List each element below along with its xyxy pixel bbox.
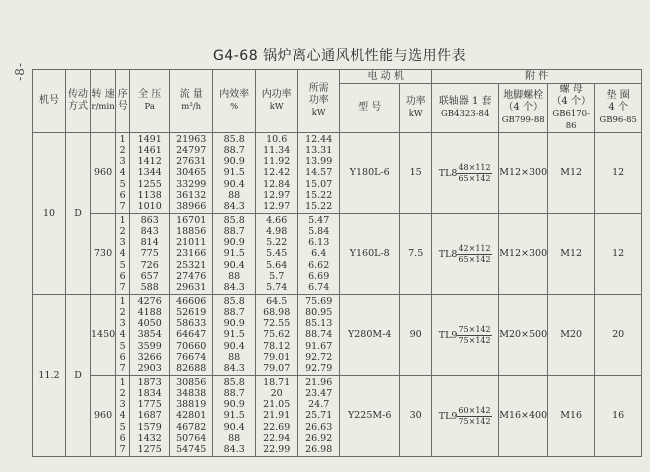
seq-value: 6 <box>119 351 126 363</box>
inner-power-value: 4.98 <box>266 226 288 238</box>
table-row <box>33 376 642 457</box>
req-power-value: 26.98 <box>305 443 333 455</box>
flow-value: 38966 <box>176 200 207 212</box>
seq-value: 3 <box>119 399 126 411</box>
motor-model-cell: Y280M-4 <box>340 295 400 376</box>
header-washer <box>595 84 642 133</box>
req-power-value: 75.69 <box>305 295 333 307</box>
coupling-fraction <box>457 244 491 265</box>
washer-cell: 20 <box>595 295 642 376</box>
flow-value: 42801 <box>176 410 207 422</box>
header-req-power-label: 所需功率 <box>308 83 329 106</box>
req-power-value: 6.74 <box>308 281 330 293</box>
header-eff-label: 内效率 <box>219 89 250 100</box>
eff-value: 88.7 <box>223 226 245 238</box>
header-eff-unit: % <box>230 102 239 112</box>
header-inner-power <box>256 70 298 133</box>
header-nut-qty: （4 个） <box>551 96 591 107</box>
flow-column-cell <box>170 295 213 376</box>
pressure-value: 1687 <box>137 410 162 422</box>
eff-value: 90.4 <box>223 259 245 271</box>
motor-power-cell: 7.5 <box>400 214 432 295</box>
seq-value: 5 <box>119 421 126 433</box>
header-seq: 序号 <box>116 70 130 133</box>
pressure-value: 3854 <box>137 329 162 341</box>
eff-column-cell <box>213 214 256 295</box>
flow-value: 70660 <box>176 340 207 352</box>
header-anchor-bolt-label: 地脚螺栓 <box>503 90 544 101</box>
flow-value: 58633 <box>176 318 207 330</box>
req-power-value: 92.79 <box>305 362 333 374</box>
flow-value: 46782 <box>176 421 207 433</box>
pressure-value: 3599 <box>137 340 162 352</box>
header-motor-power-label: 功率 <box>405 96 426 107</box>
seq-value: 3 <box>119 237 126 249</box>
flow-value: 46606 <box>176 295 207 307</box>
inner-power-value: 12.84 <box>263 178 291 190</box>
seq-value: 4 <box>119 248 126 260</box>
inner-power-value: 22.94 <box>263 432 291 444</box>
req-power-column-cell <box>298 295 340 376</box>
drive-cell: D <box>66 295 91 457</box>
coupling-denominator: 65×142 <box>458 173 491 183</box>
motor-model-cell: Y225M-6 <box>340 376 400 457</box>
pressure-value: 814 <box>140 237 159 249</box>
seq-value: 1 <box>119 214 126 226</box>
inner-power-value: 10.6 <box>266 133 288 145</box>
seq-value: 7 <box>119 362 126 374</box>
eff-value: 85.8 <box>223 376 245 388</box>
pressure-value: 4050 <box>137 318 162 330</box>
flow-value: 36132 <box>176 189 207 201</box>
req-power-value: 6.62 <box>308 259 330 271</box>
header-inner-power-label: 内功率 <box>261 89 292 100</box>
coupling-prefix: TL8 <box>438 167 458 179</box>
req-power-value: 24.7 <box>308 399 330 411</box>
flow-value: 30465 <box>176 167 207 179</box>
header-required-power <box>298 70 340 133</box>
coupling-fraction <box>457 163 491 184</box>
pressure-value: 3266 <box>137 351 162 363</box>
motor-power-cell: 90 <box>400 295 432 376</box>
req-power-value: 21.96 <box>305 376 333 388</box>
eff-value: 88 <box>228 432 241 444</box>
washer-cell: 12 <box>595 214 642 295</box>
anchor-bolt-cell: M12×300 <box>499 214 548 295</box>
header-anchor-bolt-std: GB799-88 <box>501 115 545 125</box>
inner-power-value: 79.01 <box>263 351 291 363</box>
header-nut-label: 螺 母 <box>559 84 583 95</box>
speed-cell: 730 <box>91 214 116 295</box>
seq-value: 6 <box>119 270 126 282</box>
eff-value: 84.3 <box>223 200 245 212</box>
req-power-value: 5.84 <box>308 226 330 238</box>
flow-value: 52619 <box>176 307 207 319</box>
inner-power-column-cell <box>256 295 298 376</box>
flow-value: 21011 <box>176 237 207 249</box>
seq-value: 4 <box>119 329 126 341</box>
inner-power-value: 20 <box>270 388 283 400</box>
header-coupling <box>432 84 499 133</box>
inner-power-value: 64.5 <box>266 295 288 307</box>
drive-cell: D <box>66 133 91 295</box>
flow-value: 18856 <box>176 226 207 238</box>
page-number: -8- <box>13 62 27 81</box>
flow-value: 23166 <box>176 248 207 260</box>
pressure-value: 1432 <box>137 432 162 444</box>
flow-value: 76674 <box>176 351 207 363</box>
req-power-value: 91.67 <box>305 340 333 352</box>
req-power-value: 80.95 <box>305 307 333 319</box>
header-nut <box>548 84 595 133</box>
req-power-value: 25.71 <box>305 410 333 422</box>
seq-column-cell <box>116 295 130 376</box>
req-power-value: 6.4 <box>311 248 327 260</box>
pressure-value: 1412 <box>137 156 162 168</box>
pressure-value: 1344 <box>137 167 162 179</box>
seq-value: 2 <box>119 226 126 238</box>
inner-power-value: 78.12 <box>263 340 291 352</box>
eff-value: 88 <box>228 351 241 363</box>
coupling-prefix: TL9 <box>438 329 458 341</box>
flow-value: 25321 <box>176 259 207 271</box>
header-pressure <box>130 70 170 133</box>
pressure-value: 726 <box>140 259 159 271</box>
coupling-denominator: 65×142 <box>458 254 491 264</box>
header-flow-label: 流 量 <box>179 89 203 100</box>
coupling-numerator: 75×142 <box>458 324 491 334</box>
anchor-bolt-cell: M12×300 <box>499 133 548 214</box>
pressure-value: 1275 <box>137 443 162 455</box>
eff-column-cell <box>213 376 256 457</box>
eff-column-cell <box>213 133 256 214</box>
eff-value: 88 <box>228 189 241 201</box>
flow-value: 16701 <box>176 214 207 226</box>
inner-power-column-cell <box>256 133 298 214</box>
coupling-prefix: TL9 <box>438 410 458 422</box>
pressure-column-cell <box>130 214 170 295</box>
speed-cell: 1450 <box>91 295 116 376</box>
seq-value: 1 <box>119 133 126 145</box>
coupling-cell <box>432 376 499 457</box>
pressure-column-cell <box>130 376 170 457</box>
req-power-value: 6.13 <box>308 237 330 249</box>
pressure-value: 1010 <box>137 200 162 212</box>
coupling-cell <box>432 295 499 376</box>
inner-power-value: 21.91 <box>263 410 291 422</box>
nut-cell: M12 <box>548 133 595 214</box>
pressure-value: 588 <box>140 281 159 293</box>
inner-power-value: 5.45 <box>266 248 288 260</box>
flow-value: 64647 <box>176 329 207 341</box>
seq-value: 2 <box>119 145 126 157</box>
seq-value: 2 <box>119 388 126 400</box>
header-req-power-unit: kW <box>311 108 326 118</box>
inner-power-value: 5.74 <box>266 281 288 293</box>
flow-value: 24797 <box>176 145 207 157</box>
req-power-value: 23.47 <box>305 388 333 400</box>
seq-value: 6 <box>119 189 126 201</box>
eff-value: 85.8 <box>223 295 245 307</box>
speed-cell: 960 <box>91 133 116 214</box>
header-motor-power-unit: kW <box>408 109 423 119</box>
inner-power-value: 5.7 <box>269 270 285 282</box>
flow-value: 30856 <box>176 376 207 388</box>
flow-column-cell <box>170 133 213 214</box>
inner-power-value: 11.34 <box>263 145 291 157</box>
flow-value: 33299 <box>176 178 207 190</box>
req-power-column-cell <box>298 214 340 295</box>
eff-value: 84.3 <box>223 362 245 374</box>
req-power-value: 13.31 <box>305 145 333 157</box>
header-motor-power <box>400 84 432 133</box>
eff-value: 84.3 <box>223 443 245 455</box>
req-power-value: 6.69 <box>308 270 330 282</box>
pressure-value: 1461 <box>137 145 162 157</box>
header-efficiency <box>213 70 256 133</box>
header-washer-label: 垫 圈 <box>606 90 630 101</box>
pressure-column-cell <box>130 295 170 376</box>
flow-value: 38819 <box>176 399 207 411</box>
anchor-bolt-cell: M20×500 <box>499 295 548 376</box>
eff-value: 91.5 <box>223 167 245 179</box>
seq-value: 3 <box>119 318 126 330</box>
pressure-value: 843 <box>140 226 159 238</box>
pressure-value: 657 <box>140 270 159 282</box>
pressure-value: 863 <box>140 214 159 226</box>
seq-value: 5 <box>119 340 126 352</box>
inner-power-value: 4.66 <box>266 214 288 226</box>
header-inner-power-unit: kW <box>269 102 284 112</box>
coupling-prefix: TL8 <box>438 248 458 260</box>
req-power-column-cell <box>298 376 340 457</box>
eff-value: 88 <box>228 270 241 282</box>
req-power-value: 26.92 <box>305 432 333 444</box>
inner-power-value: 22.69 <box>263 421 291 433</box>
pressure-value: 1834 <box>137 388 162 400</box>
flow-value: 27631 <box>176 156 207 168</box>
eff-value: 88.7 <box>223 145 245 157</box>
table-row <box>33 133 642 214</box>
eff-value: 90.9 <box>223 237 245 249</box>
header-anchor-bolt-qty: （4 个） <box>503 102 543 113</box>
inner-power-value: 5.22 <box>266 237 288 249</box>
eff-value: 90.4 <box>223 421 245 433</box>
req-power-column-cell <box>298 133 340 214</box>
header-speed-unit: r/min <box>91 102 115 112</box>
req-power-value: 5.47 <box>308 214 330 226</box>
seq-value: 5 <box>119 259 126 271</box>
seq-value: 7 <box>119 443 126 455</box>
pressure-value: 4188 <box>137 307 162 319</box>
header-washer-qty: 4 个 <box>608 102 628 113</box>
inner-power-column-cell <box>256 214 298 295</box>
header-drive-label: 传动方式 <box>68 89 88 112</box>
page-title: G4-68 锅炉离心通风机性能与选用件表 <box>213 48 467 64</box>
header-nut-std: GB6170-86 <box>552 109 590 131</box>
eff-value: 91.5 <box>223 410 245 422</box>
coupling-fraction <box>457 325 491 346</box>
req-power-value: 26.63 <box>305 421 333 433</box>
nut-cell: M12 <box>548 214 595 295</box>
seq-value: 7 <box>119 200 126 212</box>
machine-no-cell: 10 <box>33 133 66 295</box>
coupling-cell <box>432 133 499 214</box>
eff-value: 88.7 <box>223 388 245 400</box>
header-speed <box>91 70 116 133</box>
req-power-value: 12.44 <box>305 133 333 145</box>
header-motor-model: 型 号 <box>340 84 400 133</box>
header-flow <box>170 70 213 133</box>
seq-value: 3 <box>119 156 126 168</box>
header-washer-std: GB96-85 <box>599 115 637 125</box>
motor-model-cell: Y180L-6 <box>340 133 400 214</box>
nut-cell: M16 <box>548 376 595 457</box>
coupling-denominator: 75×142 <box>458 335 491 345</box>
pressure-value: 4276 <box>137 295 162 307</box>
inner-power-value: 18.71 <box>263 376 291 388</box>
flow-value: 29631 <box>176 281 207 293</box>
flow-value: 34838 <box>176 388 207 400</box>
seq-column-cell <box>116 133 130 214</box>
inner-power-value: 5.64 <box>266 259 288 271</box>
header-machine-no: 机号 <box>33 70 66 133</box>
inner-power-column-cell <box>256 376 298 457</box>
anchor-bolt-cell: M16×400 <box>499 376 548 457</box>
pressure-value: 2903 <box>137 362 162 374</box>
inner-power-value: 11.92 <box>263 156 291 168</box>
eff-value: 90.4 <box>223 178 245 190</box>
req-power-value: 15.07 <box>305 178 333 190</box>
eff-value: 90.4 <box>223 340 245 352</box>
req-power-value: 85.13 <box>305 318 333 330</box>
eff-value: 84.3 <box>223 281 245 293</box>
coupling-numerator: 42×112 <box>458 243 491 253</box>
req-power-value: 13.99 <box>305 156 333 168</box>
pressure-value: 1873 <box>137 376 162 388</box>
inner-power-value: 75.62 <box>263 329 291 341</box>
req-power-value: 15.22 <box>305 189 333 201</box>
header-motor-group: 电 动 机 <box>340 70 432 84</box>
req-power-value: 15.22 <box>305 200 333 212</box>
seq-value: 1 <box>119 295 126 307</box>
header-flow-unit: m³/h <box>181 102 202 112</box>
header-drive <box>66 70 91 133</box>
seq-value: 7 <box>119 281 126 293</box>
header-pressure-unit: Pa <box>144 102 155 112</box>
seq-value: 4 <box>119 410 126 422</box>
coupling-denominator: 75×142 <box>458 416 491 426</box>
inner-power-value: 79.07 <box>263 362 291 374</box>
header-anchor-bolt <box>499 84 548 133</box>
coupling-numerator: 60×142 <box>458 405 491 415</box>
pressure-value: 1579 <box>137 421 162 433</box>
motor-power-cell: 30 <box>400 376 432 457</box>
seq-value: 1 <box>119 376 126 388</box>
pressure-value: 1255 <box>137 178 162 190</box>
req-power-value: 92.72 <box>305 351 333 363</box>
inner-power-value: 12.97 <box>263 200 291 212</box>
eff-value: 91.5 <box>223 329 245 341</box>
eff-value: 85.8 <box>223 214 245 226</box>
header-coupling-label: 联轴器 1 套 <box>438 96 492 107</box>
eff-value: 90.9 <box>223 318 245 330</box>
coupling-numerator: 48×112 <box>458 162 491 172</box>
machine-no-cell: 11.2 <box>33 295 66 457</box>
pressure-column-cell <box>130 133 170 214</box>
washer-cell: 12 <box>595 133 642 214</box>
flow-column-cell <box>170 214 213 295</box>
inner-power-value: 22.99 <box>263 443 291 455</box>
seq-value: 6 <box>119 432 126 444</box>
fan-performance-table <box>32 69 642 457</box>
eff-column-cell <box>213 295 256 376</box>
inner-power-value: 12.97 <box>263 189 291 201</box>
table-row <box>33 214 642 295</box>
speed-cell: 960 <box>91 376 116 457</box>
inner-power-value: 12.42 <box>263 167 291 179</box>
pressure-value: 1491 <box>137 133 162 145</box>
flow-column-cell <box>170 376 213 457</box>
header-coupling-std: GB4323-84 <box>441 109 490 119</box>
eff-value: 85.8 <box>223 133 245 145</box>
eff-value: 90.9 <box>223 156 245 168</box>
req-power-value: 88.74 <box>305 329 333 341</box>
table-row <box>33 295 642 376</box>
nut-cell: M20 <box>548 295 595 376</box>
pressure-value: 1775 <box>137 399 162 411</box>
flow-value: 21963 <box>176 133 207 145</box>
seq-value: 4 <box>119 167 126 179</box>
eff-value: 90.9 <box>223 399 245 411</box>
req-power-value: 14.57 <box>305 167 333 179</box>
seq-column-cell <box>116 376 130 457</box>
pressure-value: 1138 <box>137 189 162 201</box>
flow-value: 82688 <box>176 362 207 374</box>
inner-power-value: 68.98 <box>263 307 291 319</box>
seq-column-cell <box>116 214 130 295</box>
flow-value: 50764 <box>176 432 207 444</box>
washer-cell: 16 <box>595 376 642 457</box>
coupling-fraction <box>457 406 491 427</box>
motor-model-cell: Y160L-8 <box>340 214 400 295</box>
flow-value: 54745 <box>176 443 207 455</box>
seq-value: 2 <box>119 307 126 319</box>
motor-power-cell: 15 <box>400 133 432 214</box>
header-speed-label: 转 速 <box>91 89 115 100</box>
header-pressure-label: 全 压 <box>138 89 162 100</box>
pressure-value: 775 <box>140 248 159 260</box>
inner-power-value: 21.05 <box>263 399 291 411</box>
coupling-cell <box>432 214 499 295</box>
flow-value: 27476 <box>176 270 207 282</box>
header-accessories-group: 附 件 <box>432 70 642 84</box>
inner-power-value: 72.55 <box>263 318 291 330</box>
eff-value: 88.7 <box>223 307 245 319</box>
seq-value: 5 <box>119 178 126 190</box>
eff-value: 91.5 <box>223 248 245 260</box>
